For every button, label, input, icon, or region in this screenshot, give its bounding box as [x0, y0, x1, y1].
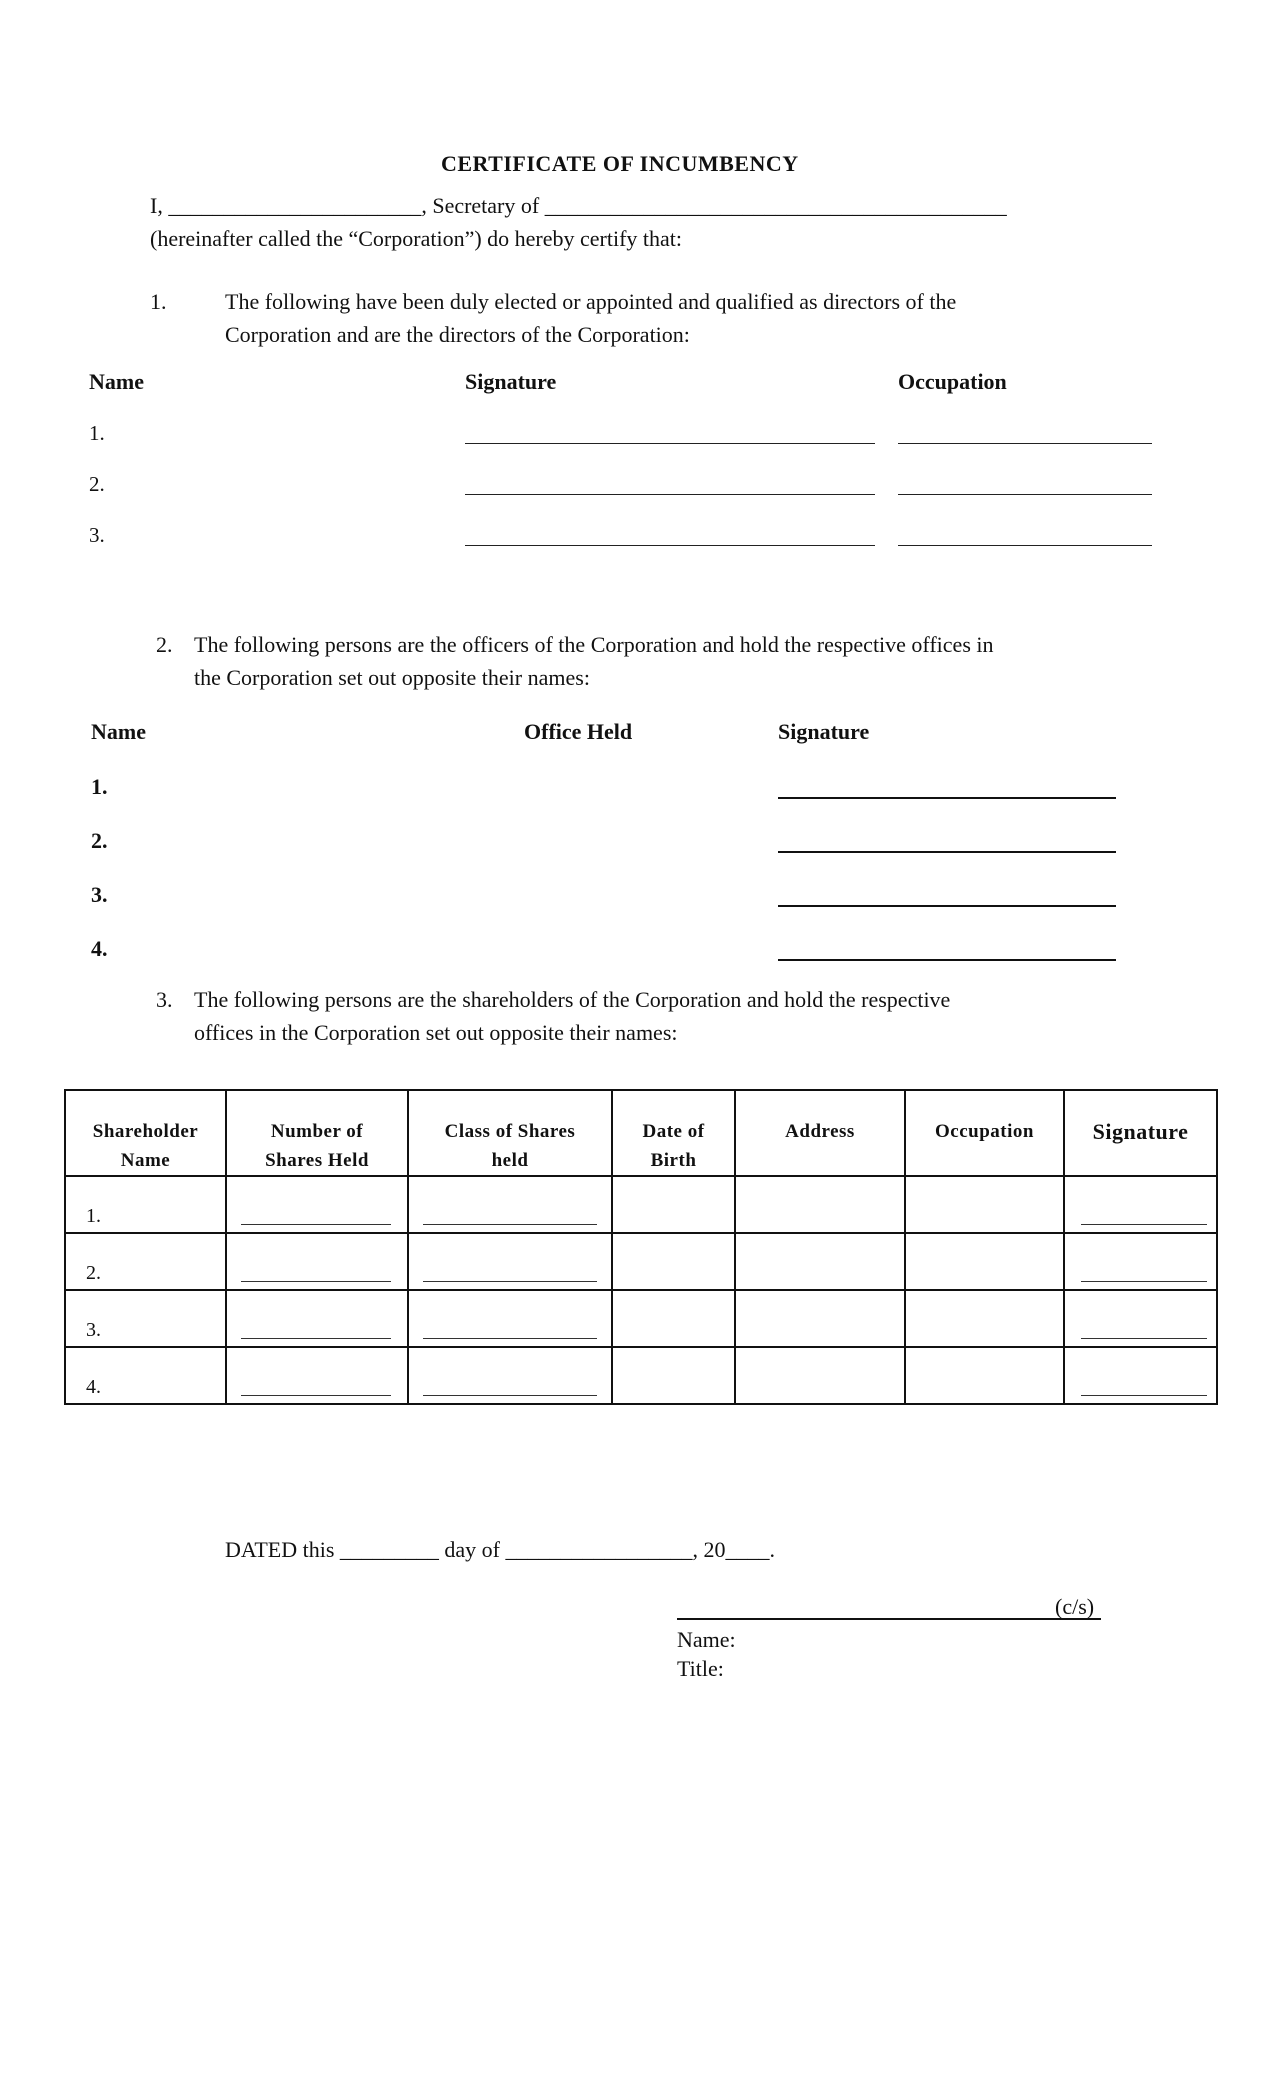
officer-signature-line-3[interactable]	[778, 905, 1116, 907]
page-title: CERTIFICATE OF INCUMBENCY	[441, 151, 799, 176]
date-of-birth-cell[interactable]	[612, 1290, 735, 1347]
address-cell[interactable]	[735, 1290, 905, 1347]
dated-end: .	[769, 1537, 775, 1562]
row-number: 4.	[86, 1376, 101, 1398]
occupation-cell[interactable]	[905, 1347, 1064, 1404]
secretary-name-blank[interactable]: _______________________	[168, 193, 422, 218]
occupation-cell[interactable]	[905, 1233, 1064, 1290]
signature-cell[interactable]	[1064, 1233, 1217, 1290]
address-cell[interactable]	[735, 1233, 905, 1290]
year-blank[interactable]: ____	[725, 1537, 770, 1562]
row-number: 1.	[86, 1205, 101, 1227]
director-occupation-line-3[interactable]	[898, 545, 1152, 546]
table-row	[65, 1290, 1217, 1347]
officers-office-header: Office Held	[524, 719, 633, 744]
dated-prefix: DATED this	[225, 1537, 335, 1562]
header-class-of-shares: Class of Shares held	[408, 1090, 612, 1176]
address-cell[interactable]	[735, 1347, 905, 1404]
dated-year-prefix: , 20	[692, 1537, 726, 1562]
section-1-text-line-2: Corporation and are the directors of the Corporation:	[225, 322, 690, 347]
header-signature: Signature	[1064, 1090, 1217, 1176]
header-occupation: Occupation	[905, 1090, 1064, 1176]
director-signature-line-1[interactable]	[465, 443, 875, 444]
directors-occupation-header: Occupation	[898, 369, 1007, 394]
row-number: 2.	[86, 1262, 101, 1284]
header-address: Address	[735, 1090, 905, 1176]
corporate-seal-label: (c/s)	[1055, 1594, 1095, 1619]
table-row	[65, 1233, 1217, 1290]
shareholder-name-cell[interactable]	[65, 1290, 226, 1347]
header-number-of-shares: Number of Shares Held	[226, 1090, 408, 1176]
header-shareholder-name: Shareholder Name	[65, 1090, 226, 1176]
directors-name-header: Name	[89, 369, 144, 394]
officer-signature-line-4[interactable]	[778, 959, 1116, 961]
shareholder-name-cell[interactable]	[65, 1347, 226, 1404]
shareholders-table	[64, 1089, 1218, 1405]
dated-line	[225, 1537, 775, 1563]
directors-signature-header: Signature	[465, 369, 557, 394]
date-of-birth-cell[interactable]	[612, 1233, 735, 1290]
shares-held-cell[interactable]	[226, 1176, 408, 1233]
address-cell[interactable]	[735, 1176, 905, 1233]
row-number: 3.	[86, 1319, 101, 1341]
header-date-of-birth: Date of Birth	[612, 1090, 735, 1176]
signature-cell[interactable]	[1064, 1290, 1217, 1347]
officer-row-number-1: 1.	[91, 774, 108, 799]
section-1-number: 1.	[150, 289, 167, 314]
officer-row-number-3: 3.	[91, 882, 108, 907]
shares-held-cell[interactable]	[226, 1233, 408, 1290]
month-blank[interactable]: _________________	[505, 1537, 693, 1562]
intro-line-2: (hereinafter called the “Corporation”) do hereby certify that:	[150, 226, 683, 251]
intro-line-1	[150, 193, 1007, 219]
day-blank[interactable]: _________	[339, 1537, 439, 1562]
director-occupation-line-2[interactable]	[898, 494, 1152, 495]
director-row-number-3: 3.	[89, 523, 105, 547]
officer-signature-line-1[interactable]	[778, 797, 1116, 799]
officer-signature-line-2[interactable]	[778, 851, 1116, 853]
occupation-cell[interactable]	[905, 1176, 1064, 1233]
intro-secretary-of: , Secretary of	[421, 193, 540, 218]
director-signature-line-2[interactable]	[465, 494, 875, 495]
occupation-cell[interactable]	[905, 1290, 1064, 1347]
class-of-shares-cell[interactable]	[408, 1347, 612, 1404]
class-of-shares-cell[interactable]	[408, 1290, 612, 1347]
section-2-text-line-2: the Corporation set out opposite their names:	[194, 665, 590, 690]
section-3-text-line-2: offices in the Corporation set out opposite their names:	[194, 1020, 678, 1045]
table-row	[65, 1347, 1217, 1404]
signer-title-label: Title:	[677, 1656, 724, 1681]
section-3-text-line-1: The following persons are the shareholders of the Corporation and hold the respective	[194, 987, 951, 1012]
officer-row-number-2: 2.	[91, 828, 108, 853]
signer-name-label: Name:	[677, 1627, 736, 1652]
table-header-row	[65, 1090, 1217, 1176]
section-3-number: 3.	[156, 987, 173, 1012]
signature-line[interactable]	[677, 1618, 1101, 1620]
intro-i: I,	[150, 193, 163, 218]
signature-cell[interactable]	[1064, 1176, 1217, 1233]
date-of-birth-cell[interactable]	[612, 1176, 735, 1233]
director-row-number-1: 1.	[89, 421, 105, 445]
shares-held-cell[interactable]	[226, 1290, 408, 1347]
signature-cell[interactable]	[1064, 1347, 1217, 1404]
director-occupation-line-1[interactable]	[898, 443, 1152, 444]
section-1-text-line-1: The following have been duly elected or appointed and qualified as directors of the	[225, 289, 957, 314]
class-of-shares-cell[interactable]	[408, 1176, 612, 1233]
section-2-number: 2.	[156, 632, 173, 657]
officers-name-header: Name	[91, 719, 146, 744]
shares-held-cell[interactable]	[226, 1347, 408, 1404]
shareholder-name-cell[interactable]	[65, 1176, 226, 1233]
class-of-shares-cell[interactable]	[408, 1233, 612, 1290]
section-2-text-line-1: The following persons are the officers of the Corporation and hold the respective offices in	[194, 632, 994, 657]
corporation-name-blank[interactable]: __________________________________________	[544, 193, 1007, 218]
date-of-birth-cell[interactable]	[612, 1347, 735, 1404]
officers-signature-header: Signature	[778, 719, 870, 744]
table-row	[65, 1176, 1217, 1233]
officer-row-number-4: 4.	[91, 936, 108, 961]
director-row-number-2: 2.	[89, 472, 105, 496]
dated-day-of: day of	[444, 1537, 500, 1562]
director-signature-line-3[interactable]	[465, 545, 875, 546]
shareholder-name-cell[interactable]	[65, 1233, 226, 1290]
